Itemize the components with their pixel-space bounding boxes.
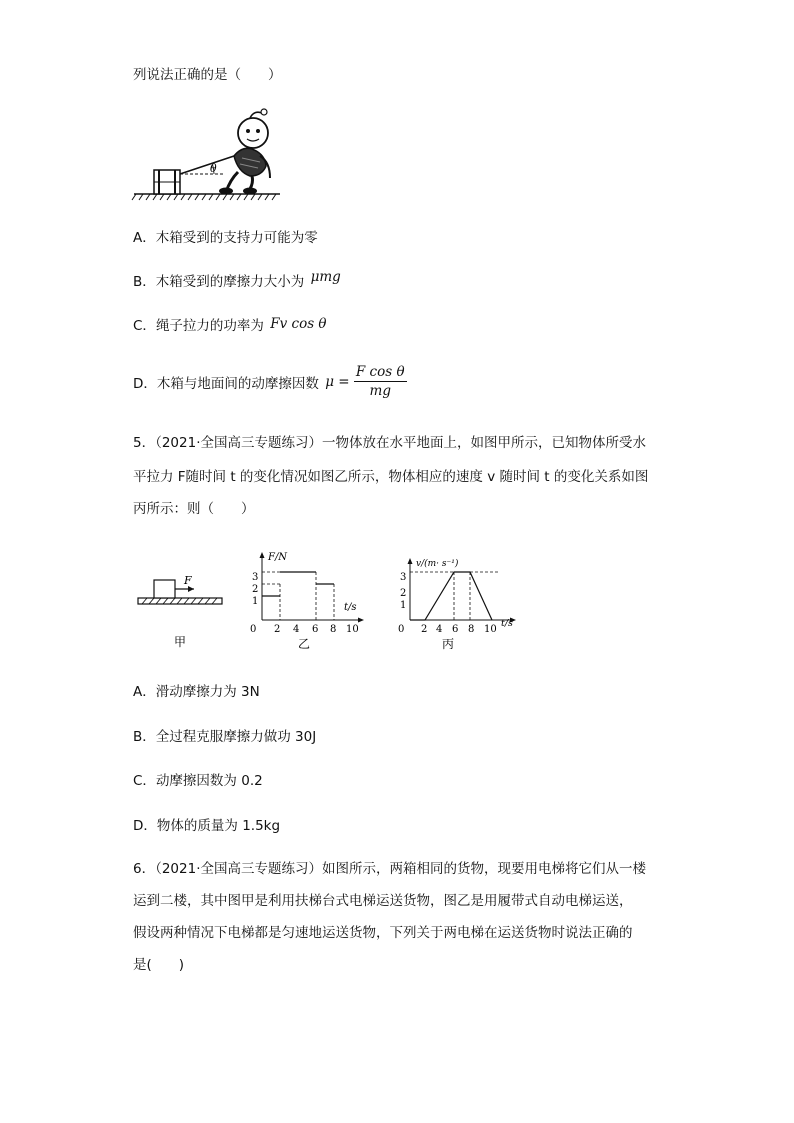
option-text: 动摩擦因数为 0.2 bbox=[155, 773, 263, 789]
option-text: 绳子拉力的功率为 bbox=[155, 318, 264, 334]
x-tick-10: 10 bbox=[346, 624, 359, 635]
y-axis-label: v/(m· s⁻¹) bbox=[416, 559, 459, 569]
figure-jia bbox=[134, 568, 228, 654]
y-tick-2: 2 bbox=[400, 588, 407, 599]
q4-option-d[interactable] bbox=[133, 364, 407, 399]
figure-caption: 丙 bbox=[442, 637, 455, 651]
x-axis-label: t/s bbox=[501, 618, 513, 629]
question-5-stem-line-3: 丙所示：则（ ） bbox=[133, 501, 255, 517]
origin-label: 0 bbox=[250, 624, 257, 635]
question-6-stem-line-1: 6．（2021·全国高三专题练习）如图所示，两箱相同的货物，现要用电梯将它们从一楼 bbox=[133, 861, 646, 877]
x-tick-2: 2 bbox=[274, 624, 281, 635]
figure-bing-velocity-time-graph bbox=[388, 556, 522, 652]
question-6-stem-line-3: 假设两种情况下电梯都是匀速地运送货物，下列关于两电梯在运送货物时说法正确的 bbox=[133, 925, 633, 941]
question-5-stem-line-2: 平拉力 F随时间 t 的变化情况如图乙所示，物体相应的速度 v 随时间 t 的变化关系如图 bbox=[133, 469, 649, 485]
x-tick-4: 4 bbox=[436, 624, 443, 635]
pulling-box-figure bbox=[130, 100, 290, 205]
option-text: 全过程克服摩擦力做功 30J bbox=[155, 729, 317, 745]
option-math: Fv cos θ bbox=[270, 316, 327, 332]
fraction-numerator: F cos θ bbox=[355, 364, 405, 380]
q4-option-c[interactable] bbox=[133, 317, 327, 335]
origin-label: 0 bbox=[398, 624, 405, 635]
fraction bbox=[354, 364, 407, 399]
y-tick-2: 2 bbox=[252, 584, 259, 595]
figure-yi-force-time-graph bbox=[238, 548, 368, 652]
option-label: C． bbox=[133, 773, 156, 789]
y-tick-3: 3 bbox=[252, 572, 259, 583]
option-label: D． bbox=[133, 818, 157, 834]
x-tick-4: 4 bbox=[293, 624, 300, 635]
option-label: D． bbox=[133, 375, 157, 392]
q5-option-a[interactable] bbox=[133, 683, 260, 701]
option-text: 滑动摩擦力为 3N bbox=[155, 684, 260, 700]
y-axis-label: F/N bbox=[268, 552, 288, 563]
option-text: 木箱与地面间的动摩擦因数 bbox=[156, 375, 319, 392]
x-tick-2: 2 bbox=[421, 624, 428, 635]
q5-option-c[interactable] bbox=[133, 772, 263, 790]
x-tick-6: 6 bbox=[312, 624, 319, 635]
option-label: C． bbox=[133, 318, 156, 334]
q5-option-b[interactable] bbox=[133, 728, 316, 746]
question-4-stem-tail: 列说法正确的是（ ） bbox=[133, 67, 282, 83]
x-tick-8: 8 bbox=[468, 624, 475, 635]
y-tick-1: 1 bbox=[252, 596, 259, 607]
x-tick-8: 8 bbox=[330, 624, 337, 635]
option-label: A． bbox=[133, 230, 156, 246]
option-math: μmg bbox=[310, 269, 341, 285]
figure-caption: 乙 bbox=[298, 637, 311, 651]
x-axis-label: t/s bbox=[344, 602, 357, 613]
q4-option-a[interactable] bbox=[133, 229, 318, 247]
q5-option-d[interactable] bbox=[133, 817, 280, 835]
option-label: A． bbox=[133, 684, 156, 700]
q4-option-b[interactable] bbox=[133, 269, 341, 291]
question-6-stem-line-4: 是( ) bbox=[133, 957, 185, 973]
x-tick-6: 6 bbox=[452, 624, 459, 635]
option-math-lhs: μ = bbox=[325, 373, 350, 390]
option-label: B． bbox=[133, 729, 156, 745]
angle-theta-label: θ bbox=[210, 162, 217, 175]
y-tick-3: 3 bbox=[400, 572, 407, 583]
option-text: 木箱受到的支持力可能为零 bbox=[155, 230, 318, 246]
figure-caption: 甲 bbox=[174, 635, 187, 649]
y-tick-1: 1 bbox=[400, 600, 407, 611]
x-tick-10: 10 bbox=[484, 624, 497, 635]
question-6-stem-line-2: 运到二楼，其中图甲是利用扶梯台式电梯运送货物，图乙是用履带式自动电梯运送， bbox=[133, 893, 633, 909]
question-5-stem-line-1: 5．（2021·全国高三专题练习）一物体放在水平地面上，如图甲所示，已知物体所受水 bbox=[133, 435, 646, 451]
force-label: F bbox=[184, 574, 192, 587]
option-text: 木箱受到的摩擦力大小为 bbox=[155, 274, 305, 290]
option-label: B． bbox=[133, 274, 156, 290]
option-text: 物体的质量为 1.5kg bbox=[156, 818, 281, 834]
fraction-denominator: mg bbox=[369, 383, 391, 399]
